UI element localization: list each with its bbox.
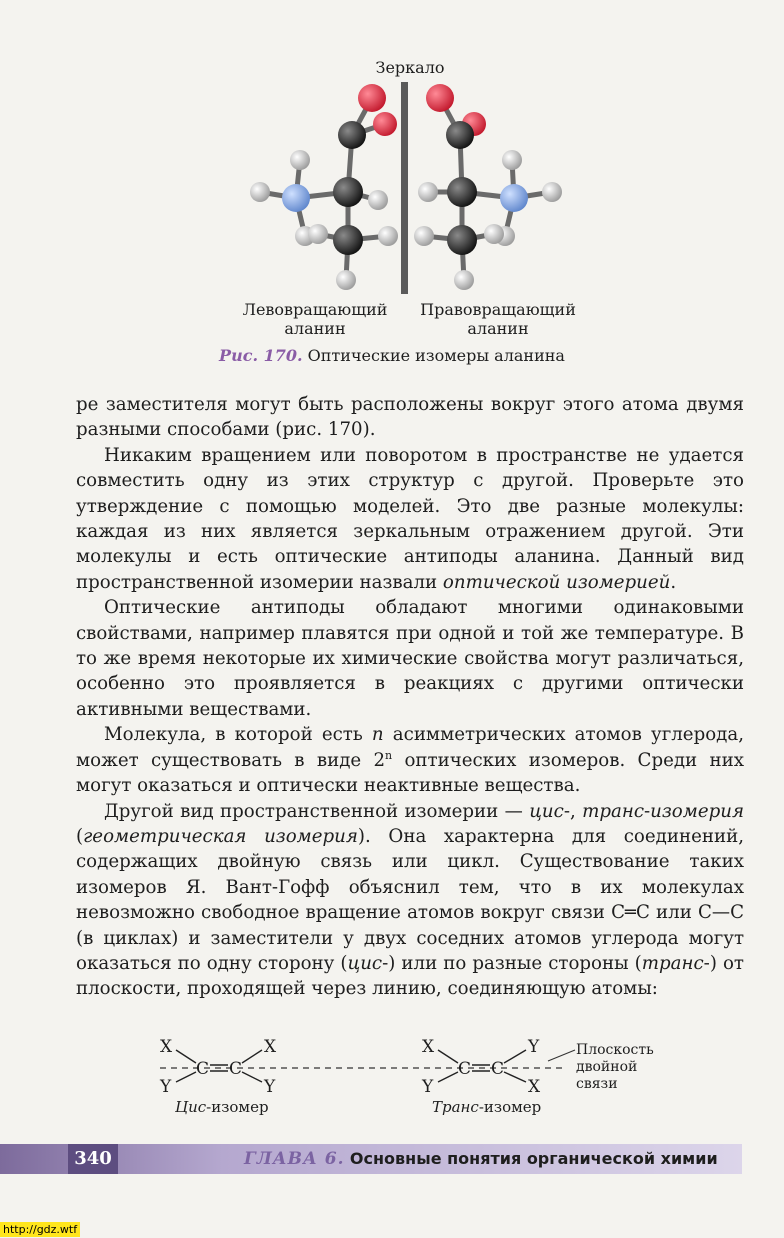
hydrogen-atom	[336, 270, 356, 290]
oxygen-atom	[358, 84, 386, 112]
figure-caption-text: Оптические изомеры аланина	[302, 346, 565, 365]
figure-caption	[0, 346, 784, 365]
italic-term: изомерия	[650, 800, 744, 822]
trans-bl-label: Y	[422, 1077, 434, 1097]
left-molecule-label: Левовращающий аланин	[242, 300, 388, 338]
mirror-label: Зеркало	[375, 58, 445, 77]
trans-isomer-structure	[438, 1050, 526, 1082]
text-run: -,	[563, 800, 583, 822]
text-run: Другой вид пространственной изомерии —	[104, 800, 530, 822]
alanine-models	[0, 0, 784, 300]
paragraph	[76, 595, 744, 722]
watermark-link[interactable]: http://gdz.wtf	[0, 1222, 80, 1237]
hydrogen-atom	[484, 224, 504, 244]
page-number: 340	[68, 1144, 118, 1174]
hydrogen-atom	[378, 226, 398, 246]
right-molecule-label: Правовращающий аланин	[420, 300, 576, 338]
hydrogen-atom	[542, 182, 562, 202]
italic-term: геометрическая изомерия	[83, 825, 358, 847]
hydrogen-atom	[502, 150, 522, 170]
hydrogen-atom	[454, 270, 474, 290]
cis-c1-label: C	[196, 1059, 210, 1079]
chapter-heading	[244, 1144, 718, 1174]
carbon-atom	[447, 177, 477, 207]
italic-term: транс	[641, 952, 704, 974]
carbon-atom	[446, 121, 474, 149]
superscript: n	[385, 748, 393, 762]
cis-c2-label: C	[229, 1059, 243, 1079]
chapter-number: ГЛАВА 6.	[244, 1149, 345, 1169]
cis-br-label: Y	[264, 1077, 276, 1097]
text-run: ре заместителя могут быть расположены вокруг этого атома двумя разными способами (рис. 170).	[76, 394, 744, 441]
nitrogen-atom	[500, 184, 528, 212]
scheme-drawing	[0, 1030, 784, 1122]
paragraph	[76, 799, 744, 1002]
cis-bl-label: Y	[160, 1077, 172, 1097]
text-run: -	[644, 800, 651, 822]
right-alanine-model	[414, 84, 562, 290]
trans-tr-label: Y	[528, 1037, 540, 1057]
trans-c2-label: C	[491, 1059, 505, 1079]
page-footer	[0, 1144, 742, 1174]
oxygen-atom	[373, 112, 397, 136]
carbon-atom	[333, 177, 363, 207]
text-run: (	[76, 825, 84, 847]
double-bond-plane-label: Плоскость двойной связи	[576, 1042, 654, 1092]
trans-br-label: X	[528, 1077, 541, 1097]
trans-tl-label: X	[422, 1037, 435, 1057]
carbon-atom	[333, 225, 363, 255]
text-run: ). Она характерна для соединений, содержащих двойную связь или цикл. Существование таких изомеров Я. Вант-Гофф объяснил тем, что в их молекулах невозможно свободное вращение атомов вокруг связи C═C или C—C (в циклах) и заместители у двух соседних атомов углерода могут оказаться по одну сторону (	[76, 825, 745, 974]
italic-term: цис	[529, 800, 564, 822]
figure-170	[0, 0, 784, 380]
cis-tl-label: X	[160, 1037, 173, 1057]
hydrogen-atom	[308, 224, 328, 244]
hydrogen-atom	[414, 226, 434, 246]
italic-term: оптической изомерией	[442, 571, 671, 593]
hydrogen-atom	[250, 182, 270, 202]
body-text	[76, 392, 744, 1002]
trans-c1-label: C	[458, 1059, 472, 1079]
text-run: оптических изомеров. Среди них могут оказаться и оптически неактивные вещества.	[76, 749, 744, 797]
hydrogen-atom	[418, 182, 438, 202]
italic-term: цис	[347, 952, 383, 974]
text-run: -) от плоскости, проходящей через линию, соединяющую атомы:	[76, 952, 744, 1000]
chapter-title: Основные понятия органической химии	[349, 1149, 718, 1168]
paragraph	[76, 722, 744, 798]
paragraph	[76, 443, 744, 595]
hydrogen-atom	[290, 150, 310, 170]
text-run: .	[670, 571, 677, 593]
mirror-bar	[401, 82, 408, 294]
text-run: Оптические антиподы обладают многими одинаковыми свойствами, например плавятся при одной и той же температуре. В то же время некоторые их химические свойства могут различаться, особенно это проявляется в реакциях с другими оптически активными веществами.	[76, 597, 744, 720]
cis-trans-scheme	[0, 1030, 784, 1122]
cis-tr-label: X	[264, 1037, 277, 1057]
text-run: Молекула, в которой есть	[104, 724, 372, 746]
italic-term: транс	[582, 800, 645, 822]
paragraph	[76, 392, 744, 443]
carbon-atom	[338, 121, 366, 149]
text-run: Никаким вращением или поворотом в пространстве не удается совместить одну из этих структур с другой. Проверьте это утверждение с помощью моделей. Это две разные молекулы: каждая из них является зеркальным отражением другой. Эти молекулы и есть оптические антиподы аланина. Данный вид пространственной изомерии назвали	[76, 444, 744, 593]
cis-isomer-label: Цис-изомер	[175, 1098, 269, 1116]
left-alanine-model	[250, 84, 398, 290]
hydrogen-atom	[368, 190, 388, 210]
cis-isomer-structure	[176, 1050, 262, 1082]
trans-isomer-label: Транс-изомер	[432, 1098, 542, 1116]
carbon-atom	[447, 225, 477, 255]
text-run: асимметрических атомов углерода, может существовать в виде 2	[76, 724, 744, 771]
text-run: -) или по разные стороны (	[382, 952, 642, 974]
oxygen-atom	[426, 84, 454, 112]
italic-term: n	[371, 724, 384, 746]
nitrogen-atom	[282, 184, 310, 212]
figure-number: Рис. 170.	[219, 346, 303, 365]
